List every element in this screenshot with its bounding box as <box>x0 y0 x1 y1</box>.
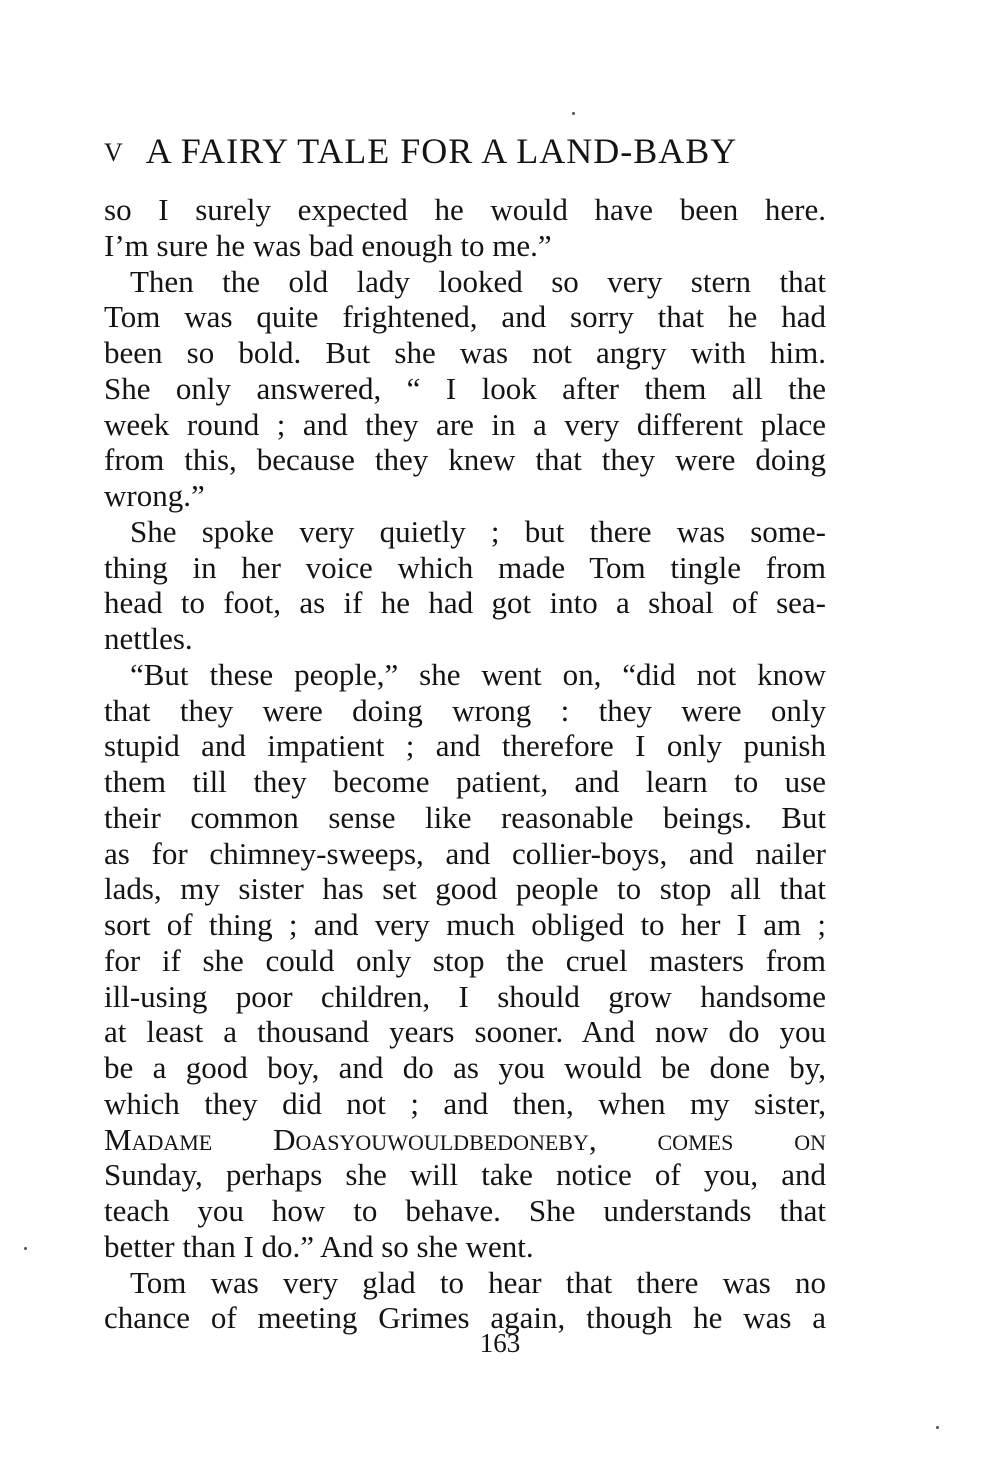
scan-speck <box>24 1247 27 1250</box>
text-line: stupid and impatient ; and therefore I only punish <box>104 728 826 764</box>
text-line: She spoke very quietly ; but there was some- <box>130 513 826 549</box>
text-line: “But these people,” she went on, “did not know <box>130 656 826 692</box>
text-line: head to foot, as if he had got into a shoal of sea- <box>104 585 826 621</box>
text-line: better than I do.” And so she went. <box>104 1228 534 1264</box>
chapter-number: V <box>104 138 124 167</box>
text-line: that they were doing wrong : they were only <box>104 692 826 728</box>
text-line: nettles. <box>104 621 193 656</box>
text-line: from this, because they knew that they were doing <box>104 442 826 478</box>
text-line: which they did not ; and then, when my sister, <box>104 1085 826 1121</box>
text-line: Tom was very glad to hear that there was no <box>130 1264 826 1300</box>
text-line: Tom was quite frightened, and sorry that he had <box>104 299 826 335</box>
text-line: lads, my sister has set good people to stop all that <box>104 871 826 907</box>
body-text <box>104 192 826 1336</box>
text-line: for if she could only stop the cruel masters from <box>104 942 826 978</box>
chapter-title: A FAIRY TALE FOR A LAND-BABY <box>145 131 738 171</box>
text-line: been so bold. But she was not angry with him. <box>104 335 826 370</box>
text-line: wrong.” <box>104 478 205 513</box>
text-line: be a good boy, and do as you would be done by, <box>104 1050 826 1085</box>
text-line: Madame Doasyouwouldbedoneby, comes on <box>104 1121 826 1157</box>
text-line: as for chimney-sweeps, and collier-boys, and nailer <box>104 835 826 871</box>
scan-speck <box>936 1426 939 1429</box>
scan-speck <box>572 112 575 115</box>
text-line: thing in her voice which made Tom tingle from <box>104 549 826 585</box>
text-line: their common sense like reasonable beings. But <box>104 799 826 835</box>
running-head <box>104 126 826 176</box>
text-line: Sunday, perhaps she will take notice of you, and <box>104 1157 826 1193</box>
text-line: week round ; and they are in a very different place <box>104 406 826 442</box>
text-line: teach you how to behave. She understands that <box>104 1193 826 1228</box>
page-number: 163 <box>479 1328 521 1358</box>
text-line: chance of meeting Grimes again, though he was a <box>104 1300 826 1336</box>
text-line: sort of thing ; and very much obliged to her I am ; <box>104 907 826 942</box>
text-line: I’m sure he was bad enough to me.” <box>104 227 552 263</box>
text-line: so I surely expected he would have been here. <box>104 192 826 227</box>
text-line: Then the old lady looked so very stern that <box>130 263 826 299</box>
text-line: ill-using poor children, I should grow handsome <box>104 978 826 1014</box>
text-line: them till they become patient, and learn to use <box>104 764 826 799</box>
text-line: at least a thousand years sooner. And now do you <box>104 1014 826 1050</box>
text-line: She only answered, “ I look after them all the <box>104 370 826 406</box>
